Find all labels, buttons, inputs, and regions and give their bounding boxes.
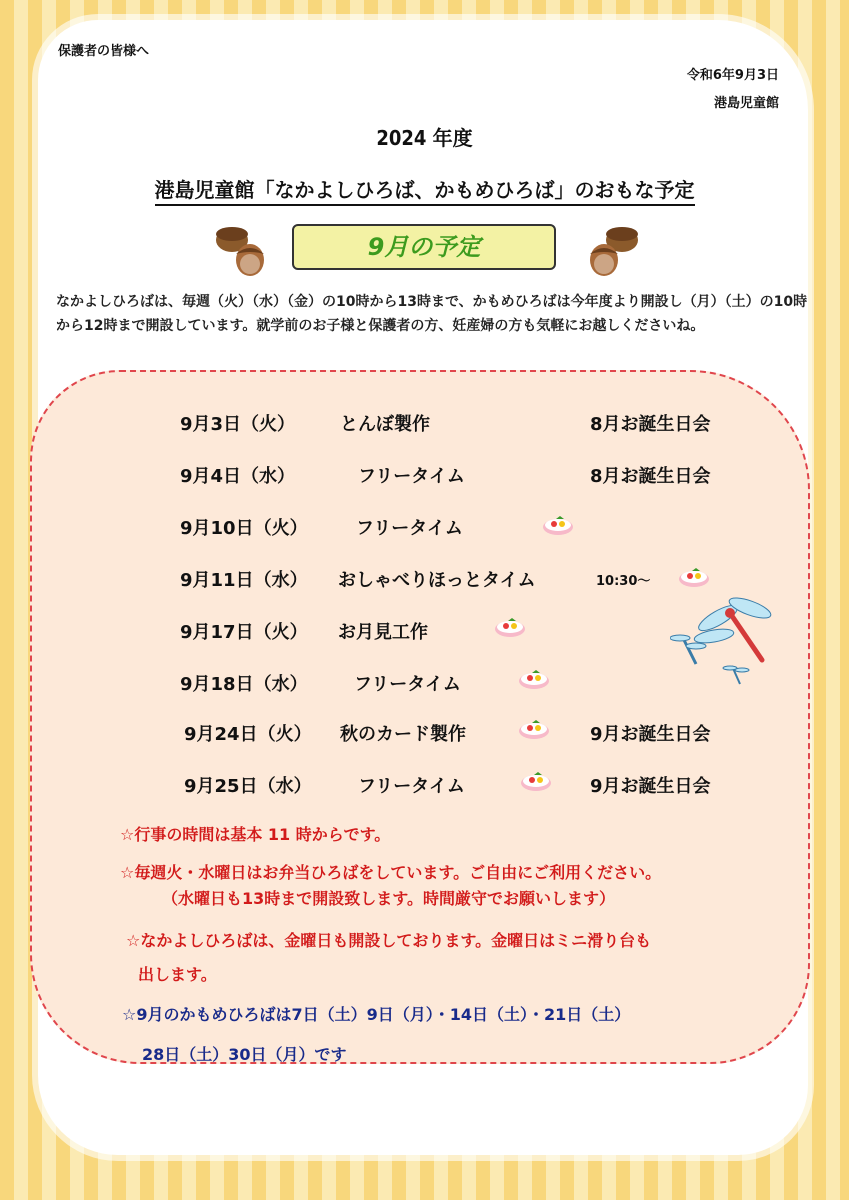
recipient: 保護者の皆様へ <box>58 44 150 59</box>
bento-icon <box>518 718 550 740</box>
dragonfly-icon <box>670 596 780 688</box>
note-friday-sub: 出します。 <box>138 965 217 984</box>
note-friday: ☆なかよしひろばは、金曜日も開設しております。金曜日はミニ滑り台も <box>126 931 652 950</box>
schedule-date: 9月10日（火） <box>180 518 308 539</box>
schedule-date: 9月25日（水） <box>184 776 312 797</box>
bento-icon <box>542 514 574 536</box>
acorn-icon <box>584 220 644 280</box>
note-lunch-sub: （水曜日も13時まで開設致します。時間厳守でお願いします） <box>162 889 615 908</box>
acorn-icon <box>210 220 270 280</box>
schedule-extra: 9月お誕生日会 <box>590 724 711 745</box>
schedule-date: 9月3日（火） <box>180 414 296 435</box>
schedule-extra: 8月お誕生日会 <box>590 466 711 487</box>
note-kamome: ☆9月のかもめひろばは7日（土）9日（月）・14日（土）・21日（土） <box>122 1005 631 1024</box>
schedule-event: フリータイム <box>354 674 461 695</box>
schedule-event: お月見工作 <box>338 622 428 643</box>
schedule-extra: 9月お誕生日会 <box>590 776 711 797</box>
bento-icon <box>494 616 526 638</box>
schedule-event: フリータイム <box>358 466 465 487</box>
note-kamome-sub: 28日（土）30日（月）です <box>142 1045 347 1064</box>
bento-icon <box>520 770 552 792</box>
schedule-date: 9月17日（火） <box>180 622 308 643</box>
schedule-event: フリータイム <box>356 518 463 539</box>
note-lunch: ☆毎週火・水曜日はお弁当ひろばをしています。ご自由にご利用ください。 <box>120 863 662 882</box>
schedule-event: フリータイム <box>358 776 465 797</box>
bento-icon <box>678 566 710 588</box>
schedule-event: とんぼ製作 <box>340 414 430 435</box>
page-title: 港島児童館「なかよしひろば、かもめひろば」のおもな予定 <box>0 174 849 203</box>
schedule-time: 10:30～ <box>596 574 651 589</box>
organization: 港島児童館 <box>713 96 779 111</box>
schedule-date: 9月24日（火） <box>184 724 312 745</box>
issue-date: 令和6年9月3日 <box>686 68 779 83</box>
schedule-date: 9月18日（水） <box>180 674 308 695</box>
bento-icon <box>518 668 550 690</box>
month-label: 9月の予定 <box>292 224 556 270</box>
fiscal-year: 2024 年度 <box>376 126 473 150</box>
schedule-event: おしゃべりほっとタイム <box>338 570 536 591</box>
note-time: ☆行事の時間は基本 11 時からです。 <box>120 825 391 844</box>
intro-text: なかよしひろばは、毎週（火）（水）（金）の10時から13時まで、かもめひろばは今年度より開設し（月）（土）の10時から12時まで開設しています。就学前のお子様と保護者の方、妊産婦の方も気軽にお越しくださいね。 <box>56 294 808 334</box>
schedule-date: 9月11日（水） <box>180 570 308 591</box>
schedule-extra: 8月お誕生日会 <box>590 414 711 435</box>
schedule-event: 秋のカード製作 <box>340 724 466 745</box>
schedule-date: 9月4日（水） <box>180 466 296 487</box>
